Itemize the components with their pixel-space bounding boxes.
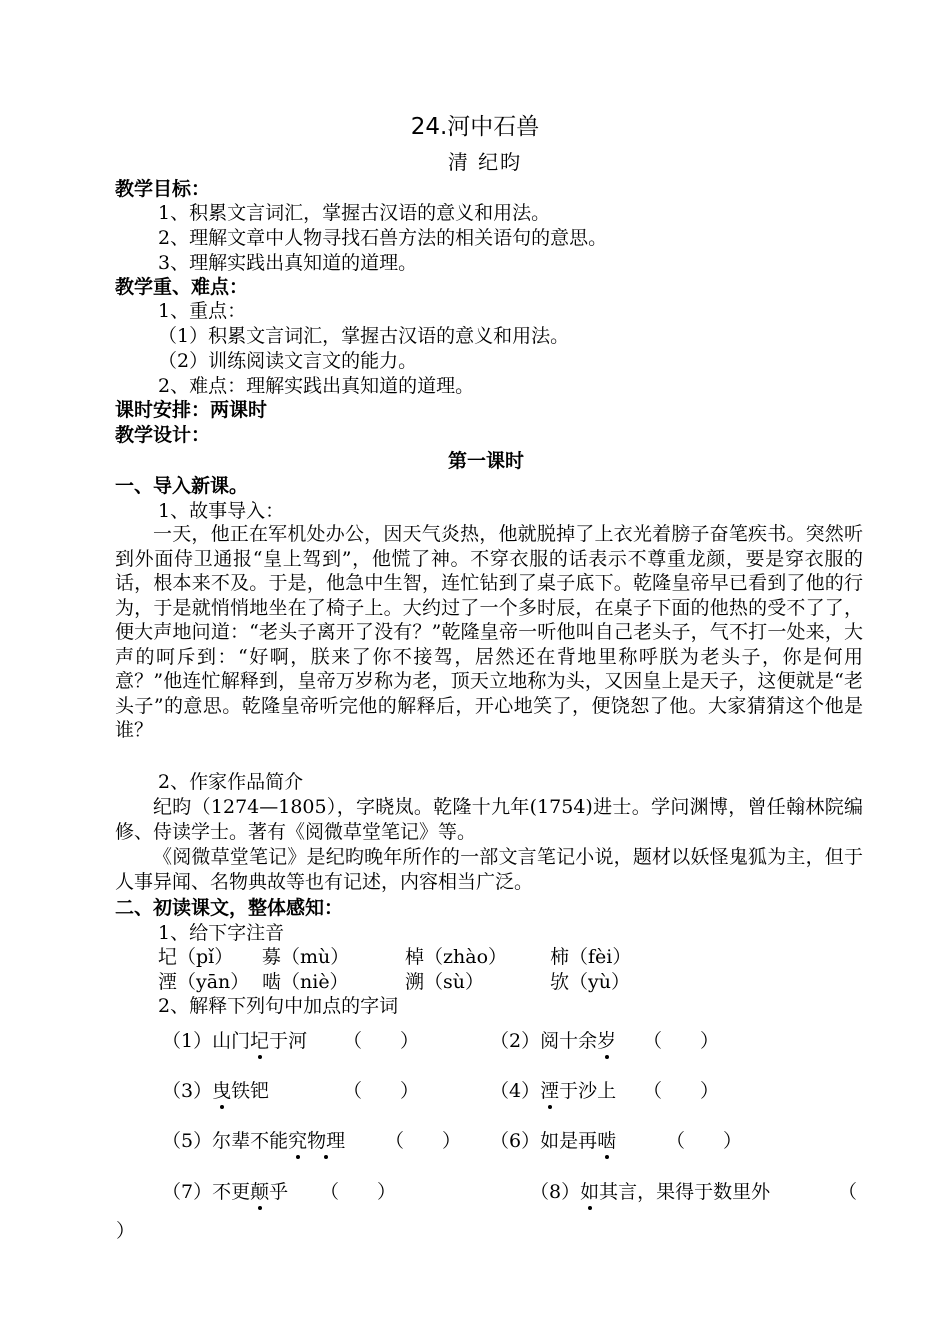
pinyin-item: 棹（zhào） xyxy=(405,946,508,968)
section2-heading: 二、初读课文，整体感知： xyxy=(115,897,344,919)
answer-blank[interactable]: （ ） xyxy=(385,1130,462,1152)
document-author: 清 纪昀 xyxy=(447,150,523,174)
question-5 xyxy=(162,1129,345,1153)
pinyin-item: 圮（pǐ） xyxy=(158,946,234,968)
dotted-character: 究 xyxy=(288,1130,308,1152)
story-label: 1、故事导入： xyxy=(158,500,285,522)
question-text: 其言，果得于数里外 xyxy=(599,1181,771,1203)
goal-item: 3、理解实践出真知道的道理。 xyxy=(158,252,418,274)
pinyin-item: 欤（yù） xyxy=(550,971,630,993)
answer-blank[interactable]: （ ） xyxy=(643,1080,720,1102)
schedule-line: 课时安排：两课时 xyxy=(115,399,268,421)
difficulty-item: 2、难点：理解实践出真知道的道理。 xyxy=(158,375,475,397)
question-8 xyxy=(530,1180,770,1204)
question-text: （7）不更 xyxy=(162,1181,251,1203)
goal-item: 2、理解文章中人物寻找石兽方法的相关语句的意思。 xyxy=(158,227,608,249)
question-4 xyxy=(490,1079,616,1103)
question-text: （5）尔辈不能 xyxy=(162,1130,289,1152)
author-intro-label: 2、作家作品简介 xyxy=(158,771,304,793)
story-paragraph: 一天，他正在军机处办公，因天气炎热，他就脱掉了上衣光着膀子奋笔疾书。突然听到外面侍卫通报“皇上驾到”，他慌了神。不穿衣服的话表示不尊重龙颜，要是穿衣服的话，根本来不及。于是，他急中生智，连忙钻到了桌子底下。乾隆皇帝早已看到了他的行为，于是就悄悄地坐在了椅子上。大约过了一个多时辰，在桌子下面的他热的受不了了，便大声地问道：“老头子离开了没有？”乾隆皇帝一听他叫自己老头子，气不打一处来，大声的呵斥到：“好啊，朕来了你不接驾，居然还在背地里称呼朕为老头子，你是何用意？”他连忙解释到，皇帝万岁称为老，顶天立地称为头，又因皇上是天子，这便就是“老头子”的意思。乾隆皇帝听完他的解释后，开心地笑了，便饶恕了他。大家猜猜这个他是谁？ xyxy=(115,523,863,741)
answer-blank[interactable]: （ ） xyxy=(666,1130,743,1152)
explain-label: 2、解释下列句中加点的字词 xyxy=(158,995,399,1017)
dotted-character: 湮 xyxy=(540,1080,560,1102)
pinyin-label: 1、给下字注音 xyxy=(158,922,285,944)
pinyin-item: 啮（niè） xyxy=(262,971,349,993)
dotted-character: 如 xyxy=(580,1181,600,1203)
key-points-heading: 教学重、难点： xyxy=(115,276,249,298)
question-text: （4） xyxy=(490,1080,541,1102)
section1-heading: 一、导入新课。 xyxy=(115,475,249,497)
answer-blank-close[interactable]: ） xyxy=(116,1220,136,1242)
pinyin-item: 柿（fèi） xyxy=(550,946,632,968)
dotted-character: 岁 xyxy=(597,1030,617,1052)
question-text: （2）阅十余 xyxy=(490,1030,598,1052)
answer-blank[interactable]: （ ） xyxy=(643,1030,720,1052)
dotted-character: 啮 xyxy=(597,1130,617,1152)
author-intro-paragraph: 纪昀（1274—1805），字晓岚。乾隆十九年(1754)进士。学问渊博，曾任翰林院编修、侍读学士。著有《阅微草堂笔记》等。 xyxy=(115,796,863,843)
question-text: （1）山门 xyxy=(162,1030,251,1052)
question-text: （3） xyxy=(162,1080,213,1102)
answer-blank[interactable]: （ ） xyxy=(343,1080,420,1102)
goal-item: 1、积累文言词汇，掌握古汉语的意义和用法。 xyxy=(158,202,551,224)
answer-blank[interactable]: （ ） xyxy=(320,1181,397,1203)
question-6 xyxy=(490,1129,616,1153)
document-title: 24.河中石兽 xyxy=(410,114,540,140)
key-item: （2）训练阅读文言文的能力。 xyxy=(158,350,418,372)
question-text: （8） xyxy=(530,1181,581,1203)
dotted-character: 物理 xyxy=(307,1130,346,1152)
question-text: （6）如是再 xyxy=(490,1130,598,1152)
dotted-character: 圮 xyxy=(250,1030,270,1052)
question-text: 于河 xyxy=(269,1030,308,1052)
question-3 xyxy=(162,1079,269,1103)
pinyin-item: 募（mù） xyxy=(262,946,350,968)
lesson-heading: 第一课时 xyxy=(447,450,524,472)
answer-blank-open[interactable]: （ xyxy=(838,1181,858,1203)
design-heading: 教学设计： xyxy=(115,424,211,446)
question-text: 铁钯 xyxy=(231,1080,270,1102)
key-item: （1）积累文言词汇，掌握古汉语的意义和用法。 xyxy=(158,325,570,347)
question-1 xyxy=(162,1029,307,1053)
question-text: 于沙上 xyxy=(559,1080,617,1102)
pinyin-item: 湮（yān） xyxy=(158,971,250,993)
dotted-character: 曳 xyxy=(212,1080,232,1102)
question-7 xyxy=(162,1180,288,1204)
answer-blank[interactable]: （ ） xyxy=(343,1030,420,1052)
pinyin-item: 溯（sù） xyxy=(405,971,484,993)
key-label: 1、重点： xyxy=(158,300,247,322)
dotted-character: 颠 xyxy=(250,1181,270,1203)
goals-heading: 教学目标： xyxy=(115,178,211,200)
question-2 xyxy=(490,1029,616,1053)
book-intro-paragraph: 《阅微草堂笔记》是纪昀晚年所作的一部文言笔记小说，题材以妖怪鬼狐为主，但于人事异闻、名物典故等也有记述，内容相当广泛。 xyxy=(115,846,863,893)
question-text: 乎 xyxy=(269,1181,289,1203)
